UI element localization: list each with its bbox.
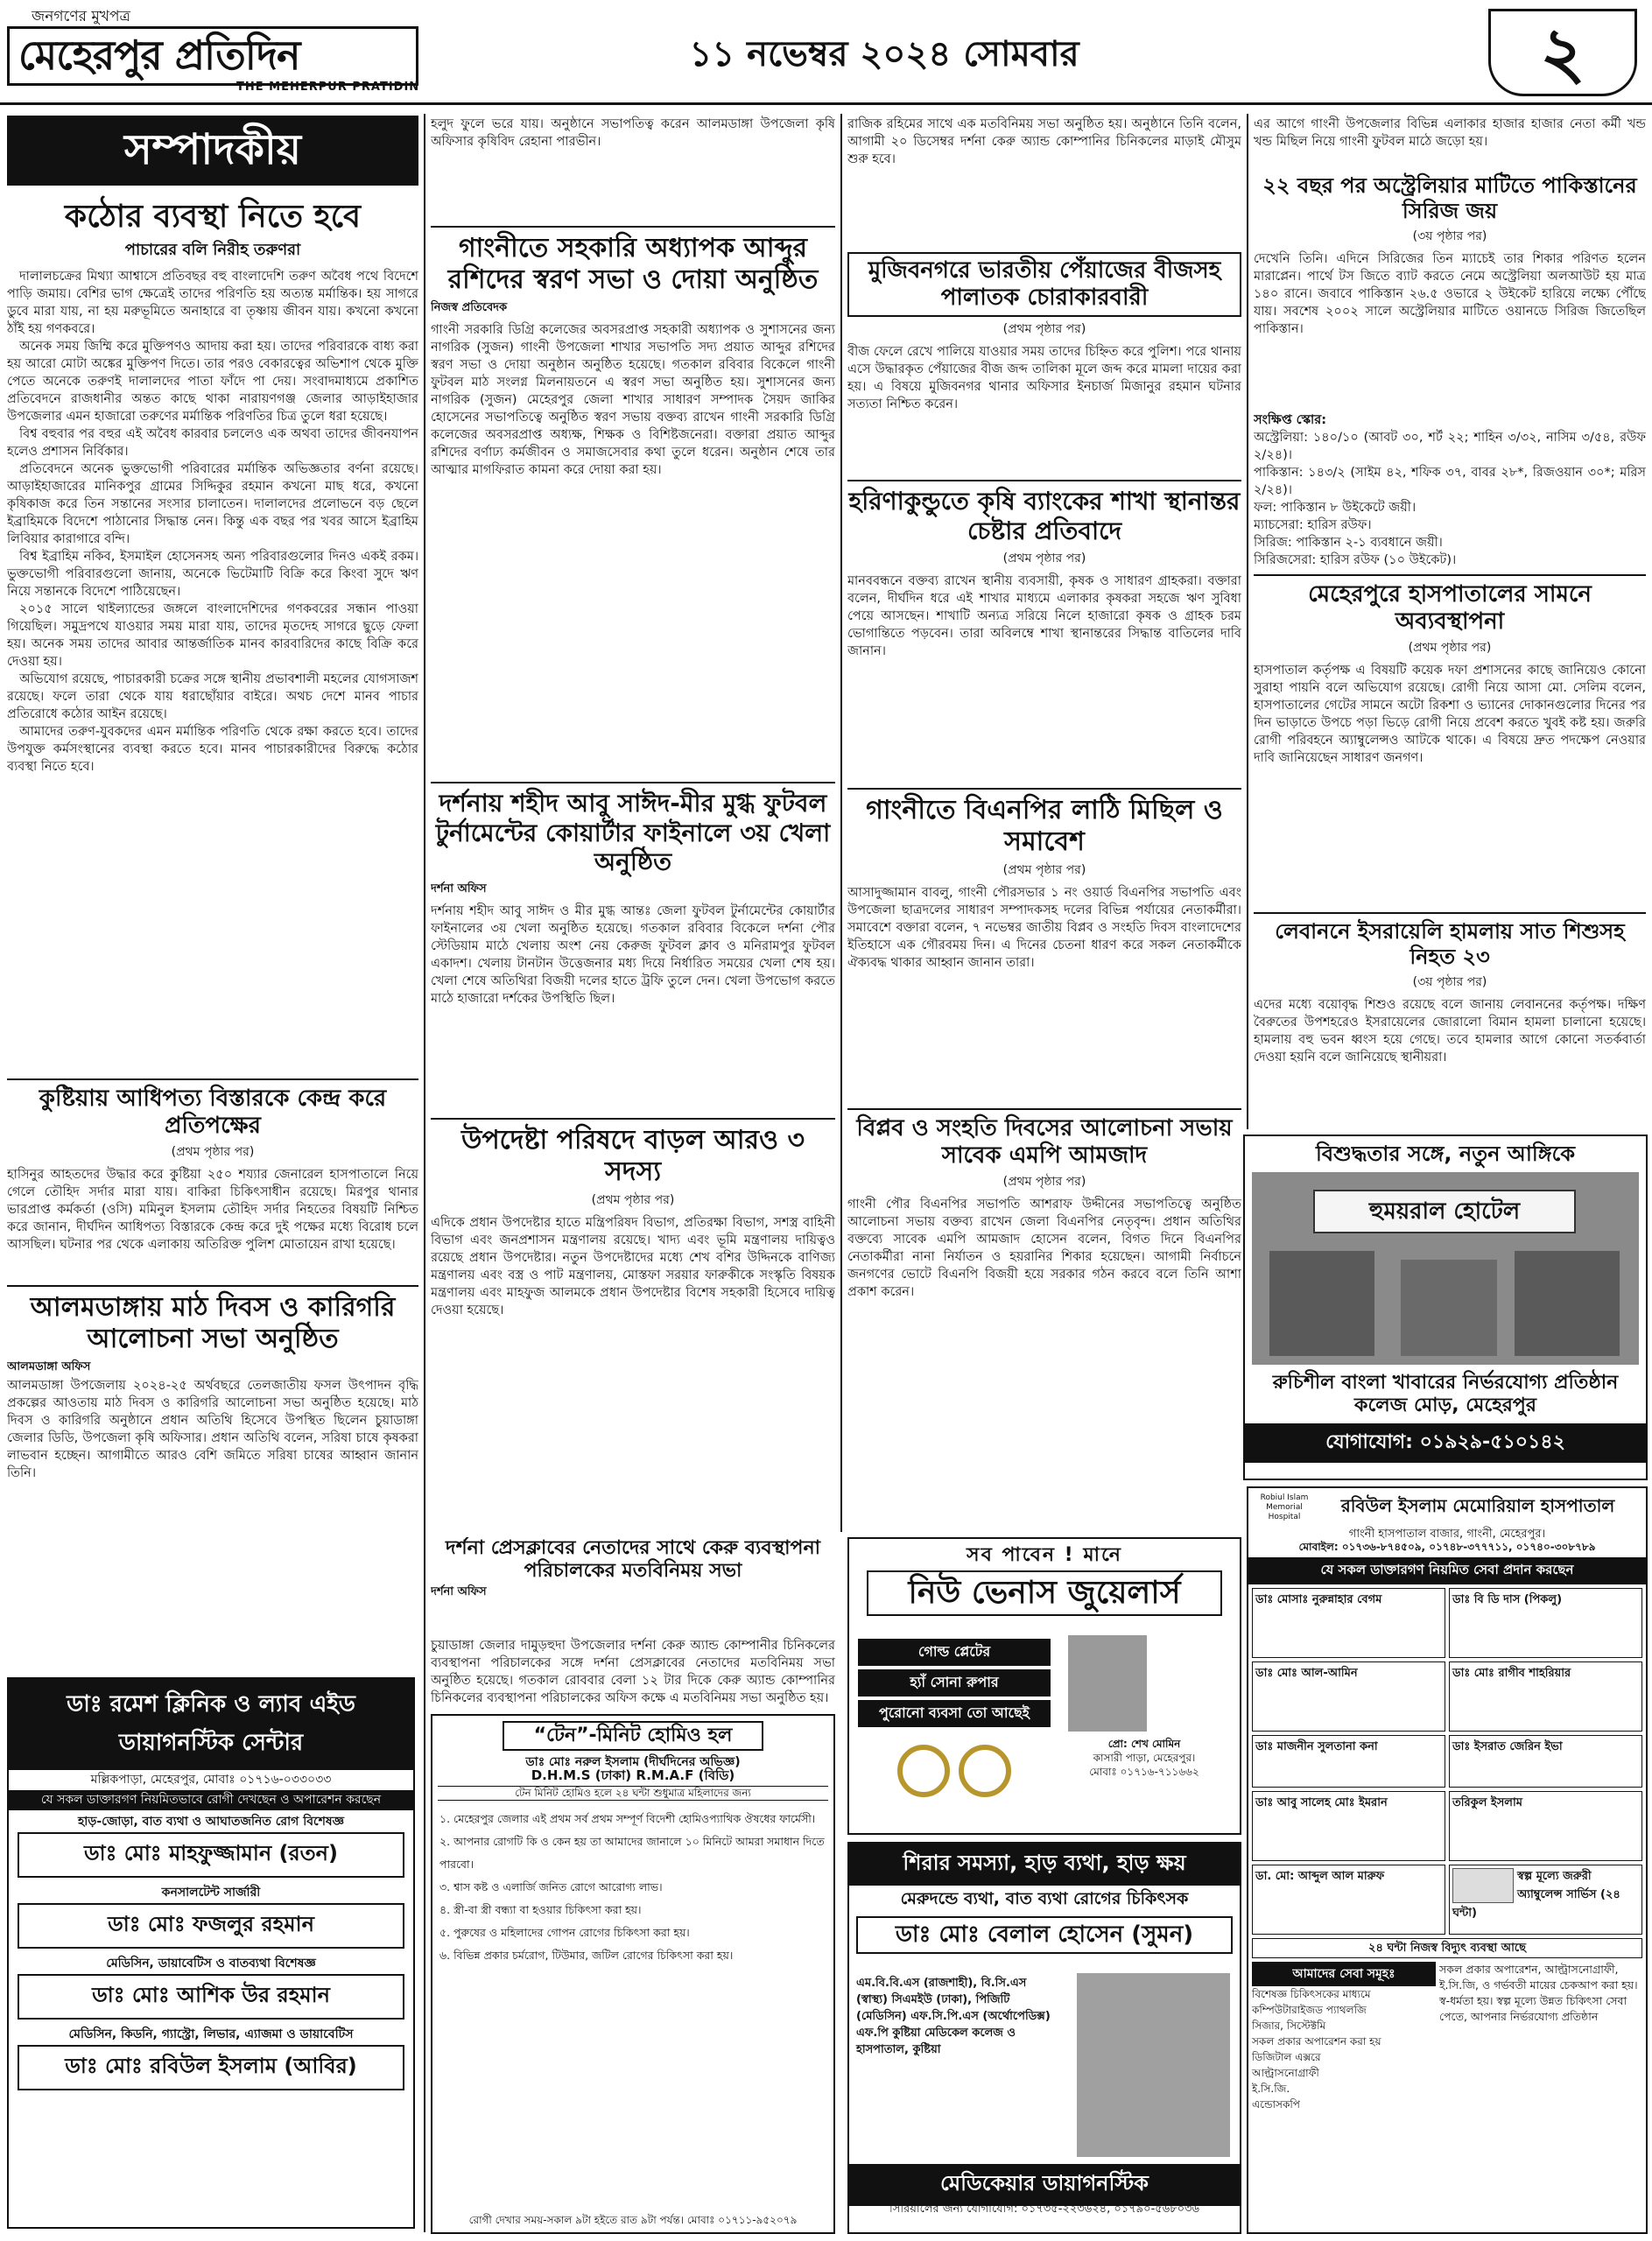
ad-homeo-note: টেন মিনিট হোমিও হলে ২৪ ঘন্টা শুধুমাত্র মহিলাদের জন্য — [438, 1786, 828, 1801]
ad-robiul-doctor: ডাঃ মোঃ রাগীব শাহরিয়ার — [1449, 1661, 1642, 1732]
doctor-photo — [1077, 1973, 1230, 2157]
column-four — [1254, 116, 1646, 1131]
ad-homeo-degree: D.H.M.S (ঢাকা) R.M.A.F (বিডি) — [531, 1767, 735, 1784]
masthead-tagline: জনগণের মুখপত্র — [32, 8, 130, 25]
advisory-headline: উপদেষ্টা পরিষদে বাড়ল আরও ৩ সদস্য — [460, 1124, 805, 1187]
jewellery-icon — [858, 1745, 1051, 1806]
aamjad-page-ref: (প্রথম পৃষ্ঠার পর) — [1002, 1174, 1086, 1189]
issue-date: ১১ নভেম্বর ২০২৪ সোমবার — [689, 34, 1079, 74]
ad-robiul-service: ডিজিটাল এক্সরে — [1252, 2051, 1321, 2063]
ad-robiul-doctor: ডাঃ ইসরাত জেরিন ইভা — [1449, 1735, 1642, 1788]
kushtia-headline: কুষ্টিয়ায় আধিপত্য বিস্তারকে কেন্দ্র করে প্রতিপক্ষের — [39, 1085, 387, 1139]
ad-belal-top2: মেরুদন্ডে ব্যথা, বাত ব্যথা রোগের চিকিৎসক — [900, 1889, 1189, 1908]
editorial-paragraph: দালালচক্রের মিথ্যা আশ্বাসে প্রতিবছর বহু বাংলাদেশি তরুণ অবৈধ পথে বিদেশে পাড়ি জমায়। বেশির ভাগ ক্ষেত্রেই তাদের পরিণতি হয় অত্যন্ত মর্মান্তিক। হয় সাগরে ডুবে মারা যায়, না হয় মরুভূমিতে অনাহারে বা তৃষ্ণায় জীবন যায়। কখনো কখনো ঠাঁই হয় গণকবরে। — [7, 269, 418, 336]
editorial-paragraph: প্রতিবেদনে অনেক ভুক্তভোগী পরিবারের মর্মান্তিক অভিজ্ঞতার বর্ণনা রয়েছে। আড়াইহাজারের মানিকপুর গ্রামের সিদ্দিকুর রহমান কখনো মাছ ধরে, কখনো কৃষিকাজ করে তিন সন্তানের সংসার চালাতেন। দালালদের প্রলোভনে বড় ছেলে ইব্রাহিমকে বিদেশে পাঠানোর সিদ্ধান্ত নেন। কিন্তু এক বছর পর খবর আসে ইব্রাহিম লিবিয়ার কারাগারে বন্দি। — [7, 461, 418, 546]
krishi-bank-body: মানববন্ধনে বক্তব্য রাখেন স্থানীয় ব্যবসায়ী, কৃষক ও সাধারণ গ্রাহকরা। বক্তারা বলেন, দীর্ঘদিন ধরে এই শাখার মাধ্যমে এলাকার কৃষকরা সহজে ঋণ সুবিধা পেয়ে আসছেন। শাখাটি অন্যত্র সরিয়ে নিলে হাজারো কৃষক ও গ্রাহক চরম ভোগান্তিতে পড়বেন। তারা অবিলম্বে শাখা স্থানান্তরের সিদ্ধান্ত বাতিলের দাবি জানান। — [847, 573, 1241, 658]
football-dateline: দর্শনা অফিস — [431, 882, 487, 896]
ad-robiul-phone: মোবাইল: ০১৭৩৬-৮৭৪৫০৯, ০১৭৪৮-৩৭৭৭১১, ০১৭৪০-৩০৮৭৮৯ — [1298, 1541, 1596, 1553]
ad-robiul-ambulance: স্বল্প মূল্যে জরুরী অ্যাম্বুলেন্স সার্ভিস (২৪ ঘন্টা) — [1449, 1865, 1642, 1935]
hospital-headline: মেহেরপুরে হাসপাতালের সামনে অব্যবস্থাপনা — [1308, 580, 1592, 635]
ad-jewellers-phone: মোবাঃ ০১৭১৬-৭১১৬৬২ — [1089, 1766, 1199, 1778]
owner-photo — [1068, 1635, 1147, 1732]
column-three — [847, 116, 1241, 1534]
ad-homeo-doctor: ডাঃ মোঃ নরুল ইসলাম (দীর্ঘদিনের অভিজ্ঞ) — [525, 1755, 741, 1770]
ad-robiul-service: বিশেষজ্ঞ চিকিৎসকের মাধ্যমে — [1252, 1988, 1371, 2000]
ad-robiul-service: সিজার, সিস্টেক্টমি — [1252, 2020, 1326, 2032]
lebanon-page-ref: (৩য় পৃষ্ঠার পর) — [1412, 974, 1487, 989]
editorial-subhead: পাচারের বলি নিরীহ তরুণরা — [124, 240, 301, 259]
ad-robiul-doctor: ডাঃ মোসাঃ নুরুন্নাহার বেগম — [1252, 1588, 1445, 1658]
gangni-memorial-headline: গাংনীতে সহকারি অধ্যাপক আব্দুর রশিদের স্বরণ সভা ও দোয়া অনুষ্ঠিত — [447, 233, 819, 295]
ad-robiul-services-title: আমাদের সেবা সমূহঃ — [1252, 1962, 1436, 1986]
ad-robiul-doctor: ডাঃ বি ডি দাস (পিকলু) — [1449, 1588, 1642, 1658]
ad-belal — [847, 1842, 1241, 2234]
editorial-section-title: সম্পাদকীয় — [7, 116, 418, 186]
ad-ramesh-specialty: হাড়-জোড়া, বাত ব্যথা ও আঘাতজনিত রোগ বিশেষজ্ঞ — [77, 1815, 345, 1829]
ad-ramesh-specialty: কনসালটেন্ট সার্জারী — [161, 1886, 261, 1900]
ad-robiul-address: গাংনী হাসপাতাল বাজার, গাংনী, মেহেরপুর। — [1348, 1528, 1546, 1541]
ad-hotel-tagline: রুচিশীল বাংলা খাবারের নির্ভরযোগ্য প্রতিষ্ঠান — [1272, 1371, 1619, 1394]
cricket-intro: এর আগে গাংনী উপজেলার বিভিন্ন এলাকার হাজার হাজার নেতা কর্মী খন্ড খন্ড মিছিল নিয়ে গাংনী ফুটবল মাঠে জড়ো হয়। — [1254, 117, 1646, 149]
editorial-paragraph: অভিযোগ রয়েছে, পাচারকারী চক্রের সঙ্গে স্থানীয় প্রভাবশালী মহলের যোগসাজশ রয়েছে। ফলে তারা থেকে যায় ধরাছোঁয়ার বাইরে। অথচ দেশে মানব পাচার প্রতিরোধে কঠোর আইন রয়েছে। — [7, 671, 418, 721]
ad-homeo-item: ৫. পুরুষের ও মহিলাদের গোপন রোগের চিকিৎসা করা হয়। — [439, 1926, 690, 1940]
ad-homeo-item: ২. আপনার রোগটি কি ও কেন হয় তা আমাদের জানালে ১০ মিনিটে আমরা সমাধান দিতে পারবো। — [439, 1835, 825, 1872]
ad-hotel-contact: যোগাযোগ: ০১৯২৯-৫১০১৪২ — [1245, 1423, 1646, 1463]
cricket-page-ref: (৩য় পৃষ্ঠার পর) — [1412, 228, 1487, 243]
ad-jewellers-line: পুরোনো ব্যবসা তো আছেই — [858, 1700, 1051, 1727]
ad-robiul-service: কম্পিউটারাইজড প্যাথলজি — [1252, 2004, 1367, 2016]
gangni-memorial-dateline: নিজস্ব প্রতিবেদক — [431, 301, 508, 314]
ad-homeo — [431, 1714, 835, 2234]
gangni-memorial-body: গাংনী সরকারি ডিগ্রি কলেজের অবসরপ্রাপ্ত সহকারী অধ্যাপক ও সুশাসনের জন্য নাগরিক (সুজন) গাংনী উপজেলা শাখার সভাপতি সদ্য প্রয়াত আব্দুর রশিদের স্বরণ সভা ও দোয়া অনুষ্ঠান অনুষ্ঠিত হয়েছে। গতকাল রবিবার বিকেলে গাংনী ফুটবল মাঠ সংলগ্ন মিলনায়তনে এ স্বরণ সভা অনুষ্ঠিত হয়। সুশাসনের জন্য নাগরিক (সুজন) মেহেরপুর জেলা শাখার সাধারণ সম্পাদক সৈয়দ জাকির হোসেনের সভাপতিত্বে অনুষ্ঠিত স্বরণ সভায় বক্তব্য রাখেন গাংনী সরকারি ডিগ্রি কলেজের অবসরপ্রাপ্ত অধ্যক্ষ, শিক্ষক ও বিশিষ্টজনেরা। বক্তারা প্রয়াত আব্দুর রশিদের বর্ণাঢ্য কর্মজীবন ও সমাজসেবার কথা তুলে ধরেন। অনুষ্ঠান শেষে তার আত্মার মাগফিরাত কামনা করে দোয়া করা হয়। — [431, 323, 835, 477]
page-number: ২ — [1488, 9, 1637, 96]
hotel-sign: হুময়রাল হোটেল — [1313, 1190, 1576, 1233]
gangni-memorial-intro: হলুদ ফুলে ভরে যায়। অনুষ্ঠানে সভাপতিত্ব করেন আলমডাঙ্গা উপজেলা কৃষি অফিসার কৃষিবিদ রেহানা পারভীন। — [431, 117, 835, 149]
ad-homeo-footer: রোগী দেখার সময়-সকাল ৯টা হইতে রাত ৯টা পর্যন্ত। মোবাঃ ০১৭১১-৯৫২০৭৯ — [468, 2214, 798, 2226]
ad-ramesh-banner: যে সকল ডাক্তারগণ নিয়মিতভাবে রোগী দেখছেন ও অপারেশন করছেন — [9, 1790, 413, 1810]
ad-homeo-item: ১. মেহেরপুর জেলার এই প্রথম সর্ব প্রথম সম্পূর্ণ বিদেশী হোমিওপ্যাথিক ঔষধের ফার্মেসী। — [439, 1812, 816, 1826]
ad-robiul-service: ই.সি.জি. — [1252, 2083, 1290, 2095]
ad-robiul-doctor-grid — [1248, 1584, 1646, 1938]
ad-homeo-title: “টেন”-মিনিট হোমিও হল — [503, 1721, 763, 1751]
ad-hotel-location: কলেজ মোড়, মেহেরপুর — [1354, 1394, 1536, 1417]
darshana-press-story — [431, 1537, 835, 1633]
ad-robiul-power: ২৪ ঘন্টা নিজস্ব বিদ্যুৎ ব্যবস্থা আছে — [1252, 1938, 1642, 1958]
ad-robiul-services-note: সকল প্রকার অপারেশন, আল্ট্রাসনোগ্রাফী, ই.সি.জি, ও গর্ভবতী মায়ের চেকআপ করা হয়। স্ব-ধর্মতা হয়। স্বল্প মূল্যে উন্নত চিকিৎসা সেবা পেতে, আপনার নির্ভরযোগ্য প্রতিষ্ঠান — [1439, 1963, 1638, 2023]
newspaper-name: মেহেরপুর প্রতিদিন — [7, 26, 418, 86]
hotel-photo — [1252, 1172, 1639, 1365]
ad-jewellers-top: সব পাবেন ! মানে — [967, 1544, 1122, 1566]
mujibnagar-intro: রাজিক রহিমের সাথে এক মতবিনিময় সভা অনুষ্ঠিত হয়। অনুষ্ঠানে তিনি বলেন, আগামী ২০ ডিসেম্বর দর্শনা কেরু অ্যান্ড কোম্পানির চিনিকলের মাড়াই মৌসুম শুরু হবে। — [847, 117, 1241, 166]
ad-jewellers-name: নিউ ভেনাস জুয়েলার্স — [867, 1570, 1222, 1615]
ad-jewellers-line: গোল্ড প্লেটের — [858, 1639, 1051, 1666]
ambulance-icon — [1452, 1868, 1514, 1903]
hospital-logo: Robiul Islam Memorial Hospital — [1260, 1493, 1309, 1521]
column-two — [431, 116, 835, 1534]
cricket-headline: ২২ বছর পর অস্ট্রেলিয়ার মাটিতে পাকিস্তানের সিরিজ জয় — [1262, 173, 1637, 223]
ad-robiul-doctor: তরিকুল ইসলাম — [1449, 1791, 1642, 1861]
lebanon-body: এদের মধ্যে বয়োবৃদ্ধ শিশুও রয়েছে বলে জানায় লেবাননের কর্তৃপক্ষ। দক্ষিণ বৈরুতের উপশহরেও ইসরায়েলের জোরালো বিমান হামলা চালানো হয়েছে। হামলায় বহু ভবন ধ্বংস হয়ে গেছে। তবে হামলার আগে কোনো সতর্কবার্তা দেওয়া হয়নি বলে জানিয়েছে স্থানীয়রা। — [1254, 997, 1646, 1064]
advisory-page-ref: (প্রথম পৃষ্ঠার পর) — [591, 1192, 675, 1207]
ad-robiul-hospital — [1247, 1486, 1648, 2234]
ad-robiul-title: রবিউল ইসলাম মেমোরিয়াল হাসপাতাল — [1340, 1495, 1615, 1516]
editorial-paragraph: বিশ্ব ইব্রাহিম নকিব, ইসমাইল হোসেনসহ অন্য পরিবারগুলোর দিনও একই রকম। ভুক্তভোগী পরিবারগুলো জানায়, অনেকে ভিটেমাটি বিক্রি করে কিংবা সুদে ঋণ নিয়ে সন্তানকে বিদেশে পাঠিয়েছেন। — [7, 549, 418, 599]
ad-belal-degree: এম.বি.বি.এস (রাজশাহী), বি.সি.এস (স্বাস্থ্য) সিএমইউ (ঢাকা), পিজিটি (মেডিসিন) এফ.সি.পি.এস (অর্থোপেডিক্স) এফ.পি কুষ্টিয়া মেডিকেল কলেজ ও হাসপাতাল, কুষ্টিয়া — [856, 1977, 1051, 2056]
ad-belal-clinic: মেডিকেয়ার ডায়াগনস্টিক — [849, 2164, 1240, 2206]
ad-ramesh-doctor: ডাঃ মোঃ রবিউল ইসলাম (আবির) — [18, 2045, 404, 2090]
kushtia-body: হাসিনুর আহতদের উদ্ধার করে কুষ্টিয়া ২৫০ শয্যার জেনারেল হাসপাতালে নিয়ে গেলে তৌহিদ সর্দার মারা যায়। বাকিরা চিকিৎসাধীন রয়েছে। মিরপুর থানার ভারপ্রাপ্ত কর্মকর্তা (ওসি) মমিনুল ইসলাম তৌহিদ সর্দার নিহতের বিষয়টি নিশ্চিত করে জানান, দীর্ঘদিন আধিপত্য বিস্তারকে কেন্দ্র করে দুই পক্ষের মধ্যে বিরোধ চলে আসছিল। ঘটনার পর থেকে এলাকায় অতিরিক্ত পুলিশ মোতায়েন রাখা হয়েছে। — [7, 1168, 418, 1253]
ad-ramesh-specialty: মেডিসিন, কিডনি, গ্যাস্ট্রো, লিভার, এ্যাজমা ও ডায়াবেটিস — [68, 2027, 354, 2041]
ad-jewellers-owner: প্রো: শেখ মোমিন — [1107, 1738, 1181, 1750]
scorecard-line: পাকিস্তান: ১৪৩/২ (সাইম ৪২, শফিক ৩৭, বাবর ২৮*, রিজওয়ান ৩০*; মরিস ২/২৪)। — [1254, 465, 1646, 497]
ad-ramesh-doctor: ডাঃ মোঃ মাহফুজ্জামান (রতন) — [18, 1832, 404, 1878]
ad-robiul-services — [1252, 1986, 1436, 2112]
krishi-bank-page-ref: (প্রথম পৃষ্ঠার পর) — [1002, 551, 1086, 566]
darshana-press-headline: দর্শনা প্রেসক্লাবের নেতাদের সাথে কেরু ব্যবস্থাপনা পরিচালকের মতবিনিময় সভা — [446, 1537, 820, 1583]
ad-ramesh-address: মল্লিকপাড়া, মেহেরপুর, মোবাঃ ০১৭১৬-০৩৩০৩৩ — [90, 1773, 332, 1787]
scorecard-line: অস্ট্রেলিয়া: ১৪০/১০ (আবট ৩০, শর্ট ২২; শাহিন ৩/৩২, নাসিম ৩/৫৪, রউফ ২/২৪)। — [1254, 430, 1646, 462]
ad-homeo-list — [432, 1804, 833, 1971]
ad-ramesh-title: ডাঃ রমেশ ক্লিনিক ও ল্যাব এইড ডায়াগনস্টিক সেন্টার — [9, 1679, 413, 1770]
ad-robiul-doctor: ডাঃ মোঃ আল-আমিন — [1252, 1661, 1445, 1732]
scorecard-line: সিরিজ: পাকিস্তান ২-১ ব্যবধানে জয়ী। — [1254, 535, 1443, 550]
ad-robiul-service: আল্ট্রাসনোগ্রাফী — [1252, 2067, 1319, 2079]
ad-robiul-doctor: ডা. মো: আব্দুল আল মারুফ — [1252, 1865, 1445, 1935]
ad-robiul-service: এন্ডোসকপি — [1252, 2098, 1300, 2111]
mujibnagar-body: বীজ ফেলে রেখে পালিয়ে যাওয়ার সময় তাদের চিহ্নিত করে পুলিশ। পরে থানায় এসে উদ্ধারকৃত পেঁয়াজের বীজ জব্দ তালিকা মূলে জব্দ করে মামলা দায়ের করা হয়। এ বিষয়ে মুজিবনগর থানার অফিসার ইনচার্জ মিজানুর রহমান ঘটনার সত্যতা নিশ্চিত করেন। — [847, 345, 1241, 412]
editorial-paragraph: অনেক সময় জিম্মি করে মুক্তিপণও আদায় করা হয়। তাদের পরিবারকে বাধ্য করা হয় আরো মোটা অঙ্কের মুক্তিপণ দিতে। তার পরও বেকারত্বের অভিশাপ থেকে মুক্তি পেতে অনেকে তরুণই দালালদের পাতা ফাঁদে পা দেয়। সংবাদমাধ্যমে প্রকাশিত প্রতিবেদনে রাজধানীর অন্তত কাছে থাকা নারায়ণগঞ্জ জেলার আড়াইহাজার উপজেলার এমন হাজারো তরুণের মর্মান্তিক পরিণতির চিত্র তুলে ধরা হয়েছে। — [7, 339, 418, 424]
scorecard-line: ম্যাচসেরা: হারিস রউফ। — [1254, 517, 1372, 532]
ad-homeo-item: ৬. বিভিন্ন প্রকার চর্মরোগ, টিউমার, জটিল রোগের চিকিৎসা করা হয়। — [439, 1949, 734, 1963]
aamjad-headline: বিপ্লব ও সংহতি দিবসের আলোচনা সভায় সাবেক এমপি আমজাদ — [856, 1114, 1233, 1169]
editorial-body — [7, 268, 418, 1073]
kushtia-page-ref: (প্রথম পৃষ্ঠার পর) — [171, 1145, 255, 1160]
ad-jewellers — [847, 1537, 1241, 1835]
ad-hotel — [1243, 1135, 1648, 1480]
ad-ramesh-doctor: ডাঃ মোঃ ফজলুর রহমান — [18, 1903, 404, 1949]
lebanon-headline: লেবাননে ইসরায়েলি হামলায় সাত শিশুসহ নিহত ২৩ — [1275, 918, 1625, 969]
krishi-bank-headline: হরিণাকুন্ডুতে কৃষি ব্যাংকের শাখা স্থানান্তর চেষ্টার প্রতিবাদে — [848, 487, 1241, 545]
ad-hotel-title: বিশুদ্ধতার সঙ্গে, নতুন আঙ্গিকে — [1315, 1142, 1576, 1166]
alamdanga-body: আলমডাঙ্গা উপজেলায় ২০২৪-২৫ অর্থবছরে তেলজাতীয় ফসল উৎপাদন বৃদ্ধি প্রকল্পের আওতায় মাঠ দিবস ও কারিগরি আলোচনা সভা অনুষ্ঠিত হয়েছে। মাঠ দিবস ও কারিগরি অনুষ্ঠানে প্রধান অতিথি হিসেবে উপস্থিত ছিলেন চুয়াডাঙ্গা জেলার ডিডি, উপজেলা কৃষি অফিসার। প্রধান অতিথি বলেন, সরিষা চাষে কৃষকরা লাভবান হচ্ছেন। আগামীতে আরও বেশি জমিতে সরিষা চাষের আহ্বান জানান তিনি। — [7, 1379, 418, 1481]
darshana-press-dateline: দর্শনা অফিস — [431, 1584, 487, 1598]
scorecard-title: সংক্ষিপ্ত স্কোর: — [1254, 412, 1326, 427]
ad-robiul-service: সকল প্রকার অপারেশন করা হয় — [1252, 2035, 1381, 2048]
ad-ramesh-doctor: ডাঃ মোঃ আশিক উর রহমান — [18, 1974, 404, 2020]
ad-jewellers-address: কাসারী পাড়া, মেহেরপুর। — [1093, 1752, 1196, 1764]
ad-jewellers-line: হ্যাঁ সোনা রুপার — [858, 1669, 1051, 1697]
masthead — [0, 0, 1652, 105]
ad-robiul-banner: যে সকল ডাক্তারগণ নিয়মিত সেবা প্রদান করছেন — [1248, 1557, 1646, 1584]
hospital-page-ref: (প্রথম পৃষ্ঠার পর) — [1408, 640, 1492, 655]
hospital-body: হাসপাতাল কর্তৃপক্ষ এ বিষয়টি কয়েক দফা প্রশাসনের কাছে জানিয়েও কোনো সুরাহা পায়নি বলে অভিযোগ রয়েছে। রোগী নিয়ে আসা মো. সেলিম বলেন, হাসপাতালের গেটের সামনে অটো রিকশা ও ভ্যানের দোকানগুলোর দিনের পর দিন ভাড়াতে উপচে পড়া ভিড়ে রোগী নিয়ে প্রবেশ করতে খুবই কষ্ট হয়। জরুরি রোগী পরিবহনে অ্যাম্বুলেন্সও আটকে থাকে। এ বিষয়ে দ্রুত পদক্ষেপ নেওয়ার দাবি জানিয়েছেন সাধারণ জনগণ। — [1254, 663, 1646, 765]
editorial-paragraph: আমাদের তরুণ-যুবকদের এমন মর্মান্তিক পরিণতি থেকে রক্ষা করতে হবে। তাদের উপযুক্ত কর্মসংস্থানের ব্যবস্থা করতে হবে। মানব পাচারকারীদের বিরুদ্ধে কঠোর ব্যবস্থা নিতে হবে। — [7, 724, 418, 774]
alamdanga-dateline: আলমডাঙ্গা অফিস — [7, 1360, 91, 1374]
bnp-gangni-body: আসাদুজ্জামান বাবলু, গাংনী পৌরসভার ১ নং ওয়ার্ড বিএনপির সভাপতি এবং উপজেলা ছাত্রদলের সাধারণ সম্পাদকসহ দলের বিভিন্ন পর্যায়ের নেতাকর্মীরা। সমাবেশে বক্তারা বলেন, ৭ নভেম্বর জাতীয় বিপ্লব ও সংহতি দিবস বাংলাদেশের ইতিহাসে এক গৌরবময় দিন। এ দিনের চেতনা ধারণ করে সকল নেতাকর্মীকে ঐক্যবদ্ধ থাকার আহ্বান জানান তারা। — [847, 885, 1241, 970]
cricket-body: দেখেনি তিনি। এদিনে সিরিজের তিন ম্যাচেই তার শিকার পরিণত হলেন মারাপ্লেন। পার্থে টস জিতে ব্যাট করতে নেমে অস্ট্রেলিয়া অলআউট হয় মাত্র ১৪০ রানে। জবাবে পাকিস্তান ২৬.৫ ওভারে ২ উইকেট হারিয়ে লক্ষ্যে পৌঁছে যায়। সবশেষ ২০০২ সালে অস্ট্রেলিয়ার মাটিতে ওয়ানডে সিরিজ জিতেছিল পাকিস্তান। — [1254, 251, 1646, 336]
ad-ramesh-specialty: মেডিসিন, ডায়াবেটিস ও বাতব্যথা বিশেষজ্ঞ — [106, 1956, 316, 1971]
ad-belal-top: শিরার সমস্যা, হাড় ব্যথা, হাড় ক্ষয় — [849, 1844, 1240, 1886]
editorial-paragraph: বিশ্ব বহুবার পর বহুর এই অবৈধ কারবার চললেও এক অথবা তাদের জীবনযাপন হলেও প্রশাসন নির্বিকার। — [7, 426, 418, 459]
ad-homeo-item: ৪. স্ত্রী-বা স্ত্রী বন্ধ্যা বা হওয়ার চিকিৎসা করা হয়। — [439, 1903, 642, 1917]
mujibnagar-page-ref: (প্রথম পৃষ্ঠার পর) — [1002, 322, 1086, 337]
scorecard-line: সিরিজসেরা: হারিস রউফ (১০ উইকেট)। — [1254, 552, 1457, 567]
ad-robiul-doctor: ডাঃ আবু সালেহ মোঃ ইমরান — [1252, 1791, 1445, 1861]
ad-robiul-doctor: ডাঃ মাজনীন সুলতানা কনা — [1252, 1735, 1445, 1788]
football-headline: দর্শনায় শহীদ আবু সাঈদ-মীর মুগ্ধ ফুটবল টুর্নামেন্টের কোয়ার্টার ফাইনালে ৩য় খেলা অনুষ্ঠিত — [435, 789, 831, 877]
darshana-press-body: চুয়াডাঙ্গা জেলার দামুড়হুদা উপজেলার দর্শনা কেরু অ্যান্ড কোম্পানীর চিনিকলের ব্যবস্থাপনা পরিচালকের সঙ্গে দর্শনা প্রেসক্লাবের নেতাদের মতবিনিময় সভা অনুষ্ঠিত হয়েছে। গতকাল রোববার বেলা ১২ টার দিকে কেরু অ্যান্ড কোম্পানির চিনিকলের ব্যবস্থাপনা পরিচালকের অফিস কক্ষে এ মতবিনিময় সভা অনুষ্ঠিত হয়। — [431, 1639, 835, 1705]
ad-belal-name: ডাঃ মোঃ বেলাল হোসেন (সুমন) — [856, 1916, 1233, 1954]
editorial-paragraph: ২০১৫ সালে থাইল্যান্ডের জঙ্গলে বাংলাদেশিদের গণকবরের সন্ধান পাওয়া গিয়েছিল। সমুদ্রপথে যাওয়ার সময় মারা যায়, তাদের মৃতদেহ সাগরে ছুড়ে ফেলা হয়। অনেক সময় তাদের আবার আন্তর্জাতিক মানব কারবারিদের কাছে বিক্রি করে দেওয়া হয়। — [7, 601, 418, 669]
mujibnagar-headline: মুজিবনগরে ভারতীয় পেঁয়াজের বীজসহ পালাতক চোরাকারবারী — [847, 252, 1241, 317]
editorial-headline: কঠোর ব্যবস্থা নিতে হবে — [64, 198, 362, 235]
bnp-gangni-headline: গাংনীতে বিএনপির লাঠি মিছিল ও সমাবেশ — [866, 794, 1223, 857]
alamdanga-headline: আলমডাঙ্গায় মাঠ দিবস ও কারিগরি আলোচনা সভা অনুষ্ঠিত — [30, 1292, 396, 1355]
bnp-gangni-page-ref: (প্রথম পৃষ্ঠার পর) — [1002, 862, 1086, 877]
column-editorial — [7, 116, 418, 2234]
scorecard-line: ফল: পাকিস্তান ৮ উইকেটে জয়ী। — [1254, 500, 1417, 515]
aamjad-body: গাংনী পৌর বিএনপির সভাপতি আশরাফ উদ্দীনের সভাপতিত্বে অনুষ্ঠিত আলোচনা সভায় বক্তব্য রাখেন জেলা বিএনপির নেতৃবৃন্দ। প্রধান অতিথির বক্তব্যে সাবেক এমপি আমজাদ হোসেন বলেন, বিগত দিনে বিএনপির নেতাকর্মীরা নানা নির্যাতন ও হয়রানির শিকার হয়েছেন। আগামী নির্বাচনে জনগণের ভোটে বিএনপি বিজয়ী হয়ে সরকার গঠন করবে বলে তিনি আশা প্রকাশ করেন। — [847, 1197, 1241, 1299]
ad-homeo-item: ৩. শ্বাস কষ্ট ও এলার্জি জনিত রোগে আরোগ্য লাভ। — [439, 1880, 663, 1894]
newspaper-name-english: THE MEHERPUR PRATIDIN — [236, 81, 420, 94]
advisory-body: এদিকে প্রধান উপদেষ্টার হাতে মন্ত্রিপরিষদ বিভাগ, প্রতিরক্ষা বিভাগ, সশস্ত্র বাহিনী বিভাগ এবং জনপ্রশাসন মন্ত্রণালয় রয়েছে। খাদ্য এবং ভূমি মন্ত্রণালয় দায়িত্বও রয়েছে প্রধান উপদেষ্টার। নতুন উপদেষ্টাদের মধ্যে শেখ বশির উদ্দিনকে বাণিজ্য মন্ত্রণালয় এবং বস্ত্র ও পাট মন্ত্রণালয়, মোস্তফা সরয়ার ফারুকীকে সংস্কৃতি বিষয়ক মন্ত্রণালয় এবং মাহফুজ আলমকে প্রধান উপদেষ্টার বিশেষ সহকারী হিসেবে দায়িত্ব দেওয়া হয়েছে। — [431, 1215, 835, 1317]
football-body: দর্শনায় শহীদ আবু সাঈদ ও মীর মুগ্ধ আন্তঃ জেলা ফুটবল টুর্নামেন্টের কোয়ার্টার ফাইনালের ৩য় খেলা অনুষ্ঠিত হয়েছে। গতকাল রবিবার বিকেলে দর্শনা পৌর স্টেডিয়াম মাঠে খেলায় অংশ নেয় কেরুজ ফুটবল ক্লাব ও মনিরামপুর ফুটবল একাদশ। খেলায় টানটান উত্তেজনার মধ্য দিয়ে নির্ধারিত সময়ের খেলা শেষ হয়। খেলা শেষে অতিথিরা বিজয়ী দলের হাতে ট্রফি তুলে দেন। খেলা উপভোগ করতে মাঠে হাজারো দর্শকের উপস্থিতি ছিল। — [431, 903, 835, 1006]
ad-belal-address: সিরিয়ালের জন্য যোগাযোগ: ০১৭৩৫-২২৩৬২৪, ০১৭৯০-৫৬৮০৩৬ — [889, 2202, 1199, 2216]
ad-ramesh-clinic — [7, 1677, 415, 2229]
